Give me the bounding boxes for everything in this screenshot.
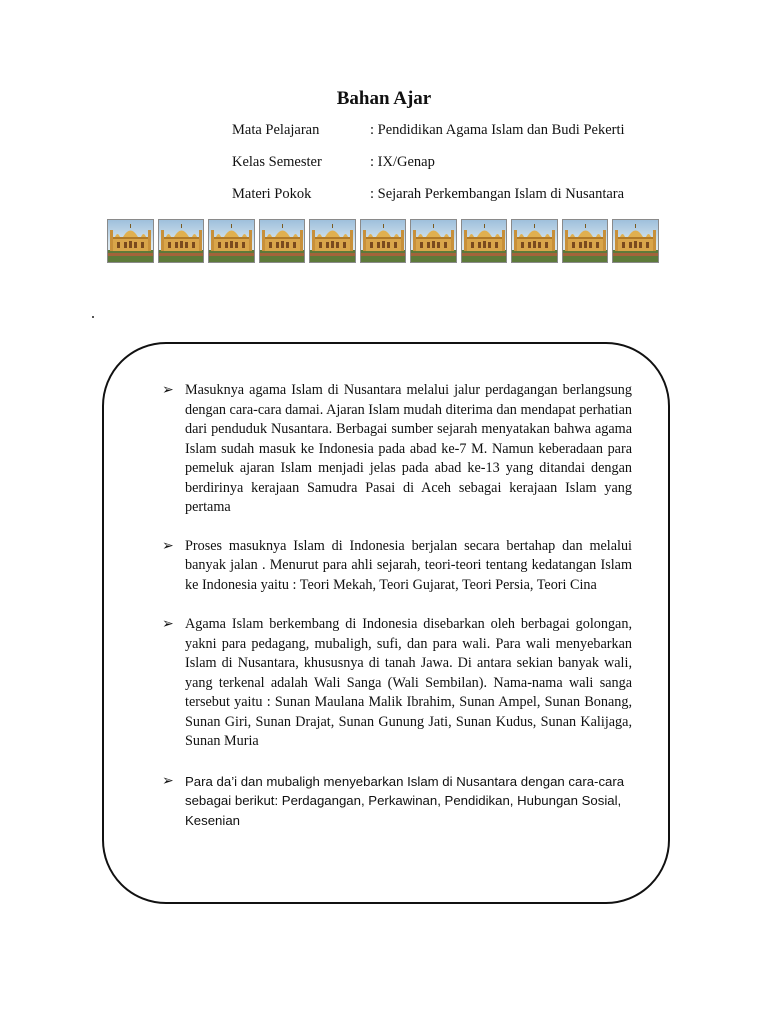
list-item-text: Proses masuknya Islam di Indonesia berjalan secara bertahap dan melalui banyak jalan . Menurut para ahli sejarah, teori-teori tentang kedatangan Islam ke Indonesia yaitu : Teori Mekah, Teori Gujarat, Teori Persia, Teori Cina <box>185 537 632 593</box>
list-item-text: Para da’i dan mubaligh menyebarkan Islam di Nusantara dengan cara-cara sebagai berikut: Perdagangan, Perkawinan, Pendidikan, Hubungan Sosial, Kesenian <box>185 773 625 828</box>
mosque-icon <box>309 219 356 263</box>
list-item <box>162 381 632 518</box>
page-title: Bahan Ajar <box>336 88 432 109</box>
list-item-text: Masuknya agama Islam di Nusantara melalui jalur perdagangan berlangsung dengan cara-cara damai. Ajaran Islam mudah diterima dan mendapat perhatian dari penduduk Nusantara. Berbagai sumber sejarah menyatakan bahwa agama Islam sudah masuk ke Indonesia pada abad ke-7 M. Namun keberadaan para pemeluk ajaran Islam menjadi jelas pada abad ke-13 yang ditandai dengan berdirinya kerajaan Samudra Pasai di Aceh sebagai kerajaan Islam yang pertama <box>185 382 632 515</box>
arrow-bullet-icon: ➢ <box>162 382 174 398</box>
list-item <box>162 772 632 831</box>
mosque-icon <box>511 219 558 263</box>
mosque-icon <box>158 219 205 263</box>
list-item <box>162 615 632 752</box>
stray-dot <box>92 316 94 318</box>
info-label: Materi Pokok <box>232 186 312 202</box>
mosque-icon <box>259 219 306 263</box>
info-label: Mata Pelajaran <box>232 122 320 138</box>
arrow-bullet-icon: ➢ <box>162 537 174 554</box>
arrow-bullet-icon: ➢ <box>162 772 174 789</box>
mosque-icon <box>107 219 154 263</box>
list-item <box>162 537 632 596</box>
mosque-icon <box>612 219 659 263</box>
info-label: Kelas Semester <box>232 154 322 170</box>
arrow-bullet-icon: ➢ <box>162 616 174 632</box>
content-list <box>162 381 632 830</box>
mosque-icon <box>461 219 508 263</box>
mosque-icon <box>410 219 457 263</box>
info-value: : IX/Genap <box>370 154 435 170</box>
info-value: : Pendidikan Agama Islam dan Budi Pekerti <box>370 122 625 138</box>
mosque-banner <box>107 219 659 263</box>
info-value: : Sejarah Perkembangan Islam di Nusantara <box>370 186 625 202</box>
list-item-text: Agama Islam berkembang di Indonesia disebarkan oleh berbagai golongan, yakni para pedagang, mubaligh, sufi, dan para wali. Para wali menyebarkan Islam di Nusantara, khususnya di tanah Jawa. Di antara sekian banyak wali, yang terkenal adalah Wali Sanga (Wali Sembilan). Nama-nama wali sanga tersebut yaitu : Sunan Maulana Malik Ibrahim, Sunan Ampel, Sunan Bonang, Sunan Giri, Sunan Drajat, Sunan Gunung Jati, Sunan Kudus, Sunan Kalijaga, Sunan Muria <box>185 616 632 749</box>
mosque-icon <box>360 219 407 263</box>
mosque-icon <box>562 219 609 263</box>
mosque-icon <box>208 219 255 263</box>
